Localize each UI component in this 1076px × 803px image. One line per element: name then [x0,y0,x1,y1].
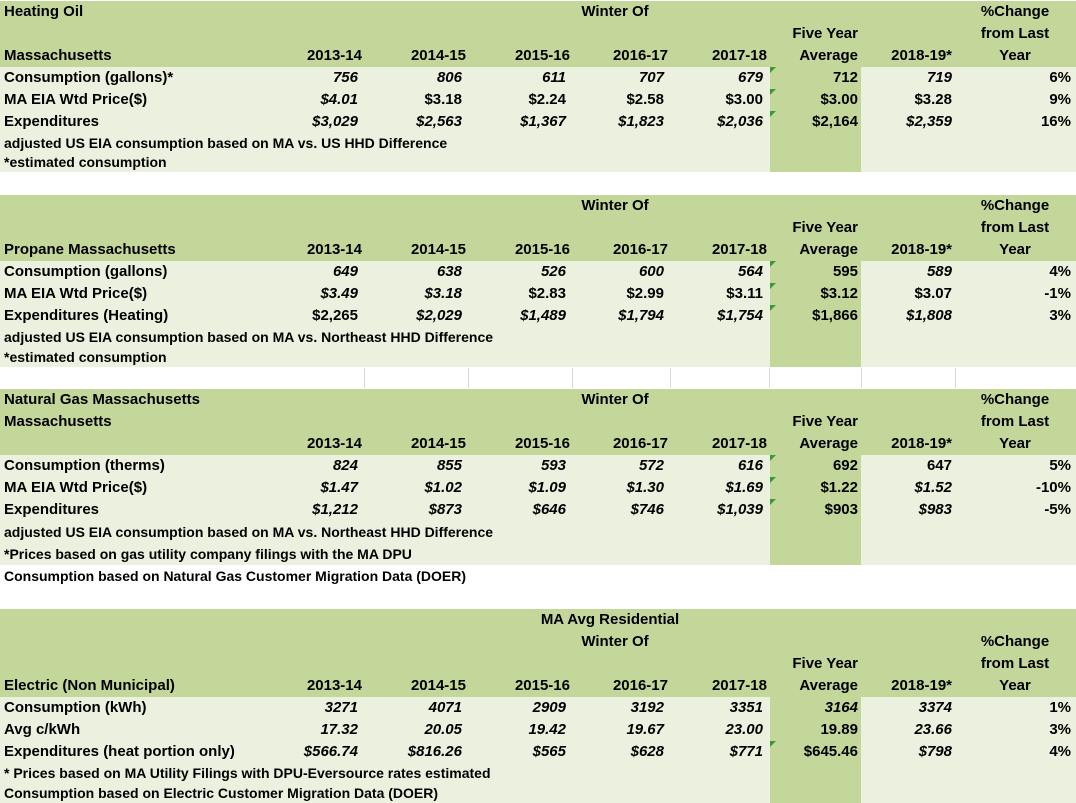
oil-expenditures-label: Expenditures [4,113,100,130]
elec-winter-of: Winter Of [581,633,649,650]
oil-year-2: 2015-16 [514,47,570,64]
propane-header-row-3 [0,239,1076,261]
oil-expenditures-v3: $1,823 [618,113,664,130]
gas-row-expenditures [0,499,1076,521]
elec-consumption-v2: 2909 [532,699,566,716]
propane-title: Propane Massachusetts [4,241,176,258]
oil-year-0: 2013-14 [306,47,362,64]
gas-from-last: from Last [980,413,1050,430]
oil-consumption-v2: 611 [542,69,566,86]
propane-price-v0: $3.49 [320,285,358,302]
propane-year-label: Year [999,241,1031,258]
propane-consumption-label: Consumption (gallons) [4,263,168,280]
oil-consumption-v1: 806 [436,69,462,86]
elec-expenditures-v4: $771 [729,743,763,760]
oil-consumption-change: 6% [1049,69,1071,86]
propane-year-2: 2015-16 [514,241,570,258]
oil-expenditures-current: $2,359 [906,113,952,130]
grid-separator [364,368,365,388]
oil-consumption-avg: 712 [832,69,858,86]
gas-expenditures-v0: $1,212 [312,501,358,518]
elec-price-current: 23.66 [914,721,952,738]
elec-average: Average [799,677,858,694]
oil-consumption-current: 719 [926,69,952,86]
gas-expenditures-change: -5% [1044,501,1071,518]
elec-price-label: Avg c/kWh [4,721,81,738]
elec-expenditures-v1: $816.26 [407,743,462,760]
elec-price-v2: 19.42 [528,721,566,738]
gas-pct-change: %Change [980,391,1050,408]
gas-consumption-v0: 824 [332,457,358,474]
oil-note-1: adjusted US EIA consumption based on MA vs. US HHD Difference [4,135,448,151]
propane-expenditures-avg: $1,866 [812,307,858,324]
propane-header-row-1 [0,195,1076,217]
propane-winter-of: Winter Of [581,197,649,214]
gas-price-v4: $1.69 [725,479,763,496]
oil-expenditures-change: 16% [1040,113,1071,130]
elec-five-year: Five Year [792,655,858,672]
elec-year-4: 2017-18 [711,677,767,694]
propane-price-current: $3.07 [914,285,952,302]
gas-consumption-v3: 572 [638,457,664,474]
elec-consumption-avg: 3164 [824,699,858,716]
oil-consumption-v0: 756 [332,69,358,86]
gas-note-3-row [0,565,1076,587]
elec-row-consumption [0,697,1076,719]
gas-winter-of: Winter Of [581,391,649,408]
elec-subtitle: MA Avg Residential [540,611,680,628]
gas-price-v2: $1.09 [528,479,566,496]
propane-row-expenditures [0,305,1076,327]
grid-separator [769,368,770,388]
gas-five-year: Five Year [792,413,858,430]
grid-separator [468,368,469,388]
propane-from-last: from Last [980,219,1050,236]
oil-winter-of: Winter Of [581,3,649,20]
elec-note-1-row [0,763,1076,783]
gas-price-v0: $1.47 [320,479,358,496]
oil-note-1-row [0,133,1076,153]
gas-price-label: MA EIA Wtd Price($) [4,479,148,496]
oil-price-current: $3.28 [914,91,952,108]
gas-price-change: -10% [1035,479,1071,496]
propane-expenditures-current: $1,808 [906,307,952,324]
elec-year-0: 2013-14 [306,677,362,694]
elec-consumption-change: 1% [1049,699,1071,716]
propane-year-0: 2013-14 [306,241,362,258]
oil-price-avg: $3.00 [820,91,858,108]
oil-price-label: MA EIA Wtd Price($) [4,91,148,108]
elec-header-row-1 [0,609,1076,631]
gas-expenditures-v3: $746 [630,501,664,518]
gas-expenditures-v4: $1,039 [717,501,763,518]
propane-expenditures-v3: $1,794 [618,307,664,324]
gas-row-price [0,477,1076,499]
elec-current-year: 2018-19* [891,677,952,694]
oil-average: Average [799,47,858,64]
propane-price-v4: $3.11 [726,285,763,302]
oil-expenditures-v1: $2,563 [416,113,462,130]
gas-expenditures-v2: $646 [532,501,566,518]
grid-separator [572,368,573,388]
propane-row-price [0,283,1076,305]
elec-expenditures-label: Expenditures (heat portion only) [4,743,235,760]
gas-consumption-v2: 593 [540,457,566,474]
oil-note-2: *estimated consumption [4,154,167,170]
elec-title: Electric (Non Municipal) [4,677,175,694]
propane-year-3: 2016-17 [612,241,668,258]
elec-from-last: from Last [980,655,1050,672]
oil-consumption-v3: 707 [638,69,664,86]
oil-expenditures-v2: $1,367 [520,113,566,130]
gas-title: Natural Gas Massachusetts [4,391,200,408]
propane-note-1-row [0,327,1076,347]
gas-expenditures-v1: $873 [428,501,462,518]
elec-consumption-current: 3374 [918,699,952,716]
gas-price-v3: $1.30 [626,479,664,496]
propane-consumption-v4: 564 [737,263,763,280]
propane-price-change: -1% [1044,285,1071,302]
elec-consumption-v4: 3351 [729,699,763,716]
propane-note-1: adjusted US EIA consumption based on MA vs. Northeast HHD Difference [4,329,494,345]
elec-header-row-3 [0,653,1076,675]
propane-row-consumption [0,261,1076,283]
propane-price-v1: $3.18 [424,285,462,302]
gas-consumption-label: Consumption (therms) [4,457,165,474]
oil-state: Massachusetts [4,47,112,64]
elec-year-2: 2015-16 [514,677,570,694]
gas-price-avg: $1.22 [820,479,858,496]
oil-expenditures-v0: $3,029 [312,113,358,130]
elec-pct-change: %Change [980,633,1050,650]
elec-consumption-label: Consumption (kWh) [4,699,147,716]
elec-expenditures-avg: $645.46 [803,743,858,760]
gas-year-label: Year [999,435,1031,452]
gas-expenditures-avg: $903 [824,501,858,518]
propane-consumption-v2: 526 [540,263,566,280]
oil-current-year: 2018-19* [891,47,952,64]
gas-note-3: Consumption based on Natural Gas Customer Migration Data (DOER) [4,568,467,584]
propane-year-4: 2017-18 [711,241,767,258]
oil-header-row-3 [0,45,1076,67]
elec-year-1: 2014-15 [410,677,466,694]
oil-five-year: Five Year [792,25,858,42]
oil-row-expenditures [0,111,1076,133]
propane-price-label: MA EIA Wtd Price($) [4,285,148,302]
elec-note-2-row [0,783,1076,803]
oil-title: Heating Oil [4,3,84,20]
propane-expenditures-v4: $1,754 [717,307,763,324]
elec-price-v1: 20.05 [424,721,462,738]
oil-year-4: 2017-18 [711,47,767,64]
gas-note-2-row [0,543,1076,565]
propane-year-1: 2014-15 [410,241,466,258]
oil-price-v4: $3.00 [725,91,763,108]
gas-note-2: *Prices based on gas utility company filings with the MA DPU [4,546,412,562]
propane-expenditures-v0: $2,265 [312,307,358,324]
propane-expenditures-label: Expenditures (Heating) [4,307,169,324]
gas-year-0: 2013-14 [306,435,362,452]
oil-price-v0: $4.01 [320,91,358,108]
elec-note-2: Consumption based on Electric Customer Migration Data (DOER) [4,785,439,801]
gas-consumption-v1: 855 [436,457,462,474]
elec-note-1: * Prices based on MA Utility Filings with DPU-Eversource rates estimated [4,765,491,781]
elec-consumption-v3: 3192 [630,699,664,716]
oil-consumption-v4: 679 [737,69,763,86]
gas-current-year: 2018-19* [891,435,952,452]
gas-expenditures-label: Expenditures [4,501,100,518]
grid-separator [670,368,671,388]
oil-price-v1: $3.18 [424,91,462,108]
grid-separator [861,368,862,388]
gas-header-row-1 [0,389,1076,411]
propane-price-v2: $2.83 [528,285,566,302]
propane-consumption-v3: 600 [638,263,664,280]
propane-pct-change: %Change [980,197,1050,214]
oil-note-2-row [0,153,1076,172]
oil-price-v3: $2.58 [626,91,664,108]
elec-expenditures-v3: $628 [630,743,664,760]
gas-consumption-change: 5% [1049,457,1071,474]
gas-price-v1: $1.02 [424,479,462,496]
oil-consumption-label: Consumption (gallons)* [4,69,174,86]
propane-header-row-2 [0,217,1076,239]
propane-current-year: 2018-19* [891,241,952,258]
propane-note-2: *estimated consumption [4,349,167,365]
elec-year-label: Year [999,677,1031,694]
oil-year-label: Year [999,47,1031,64]
propane-consumption-current: 589 [926,263,952,280]
oil-year-1: 2014-15 [410,47,466,64]
elec-row-expenditures [0,741,1076,763]
elec-expenditures-current: $798 [918,743,952,760]
gas-header-row-3 [0,433,1076,455]
elec-price-v4: 23.00 [725,721,763,738]
propane-consumption-v0: 649 [332,263,358,280]
elec-row-price [0,719,1076,741]
propane-price-avg: $3.12 [820,285,858,302]
oil-expenditures-avg: $2,164 [812,113,858,130]
oil-row-price [0,89,1076,111]
gas-state: Massachusetts [4,413,112,430]
gas-consumption-current: 647 [926,457,952,474]
gas-expenditures-current: $983 [918,501,952,518]
elec-year-3: 2016-17 [612,677,668,694]
oil-price-change: 9% [1049,91,1071,108]
propane-price-v3: $2.99 [626,285,664,302]
oil-price-v2: $2.24 [528,91,566,108]
elec-price-v0: 17.32 [320,721,358,738]
gas-year-1: 2014-15 [410,435,466,452]
gas-note-1: adjusted US EIA consumption based on MA vs. Northeast HHD Difference [4,524,494,540]
oil-year-3: 2016-17 [612,47,668,64]
propane-expenditures-v2: $1,489 [520,307,566,324]
elec-consumption-v1: 4071 [428,699,462,716]
oil-header-row-2 [0,23,1076,45]
gas-consumption-v4: 616 [737,457,763,474]
propane-note-2-row [0,347,1076,367]
gas-year-3: 2016-17 [612,435,668,452]
propane-consumption-change: 4% [1049,263,1071,280]
oil-from-last: from Last [980,25,1050,42]
elec-price-v3: 19.67 [626,721,664,738]
gas-year-2: 2015-16 [514,435,570,452]
oil-header-row-1 [0,1,1076,23]
elec-consumption-v0: 3271 [324,699,358,716]
gas-year-4: 2017-18 [711,435,767,452]
gas-row-consumption [0,455,1076,477]
propane-consumption-v1: 638 [436,263,462,280]
elec-expenditures-change: 4% [1049,743,1071,760]
gas-price-current: $1.52 [914,479,952,496]
gas-note-1-row [0,521,1076,543]
gas-average: Average [799,435,858,452]
gas-header-row-2 [0,411,1076,433]
oil-pct-change: %Change [980,3,1050,20]
elec-expenditures-v0: $566.74 [303,743,358,760]
elec-expenditures-v2: $565 [532,743,566,760]
grid-separator [955,368,956,388]
propane-five-year: Five Year [792,219,858,236]
propane-consumption-avg: 595 [832,263,858,280]
propane-average: Average [799,241,858,258]
oil-expenditures-v4: $2,036 [717,113,763,130]
elec-header-row-2 [0,631,1076,653]
gas-consumption-avg: 692 [832,457,858,474]
elec-header-row-4 [0,675,1076,697]
elec-price-avg: 19.89 [820,721,858,738]
elec-price-change: 3% [1049,721,1071,738]
propane-expenditures-change: 3% [1049,307,1071,324]
oil-row-consumption [0,67,1076,89]
propane-expenditures-v1: $2,029 [416,307,462,324]
